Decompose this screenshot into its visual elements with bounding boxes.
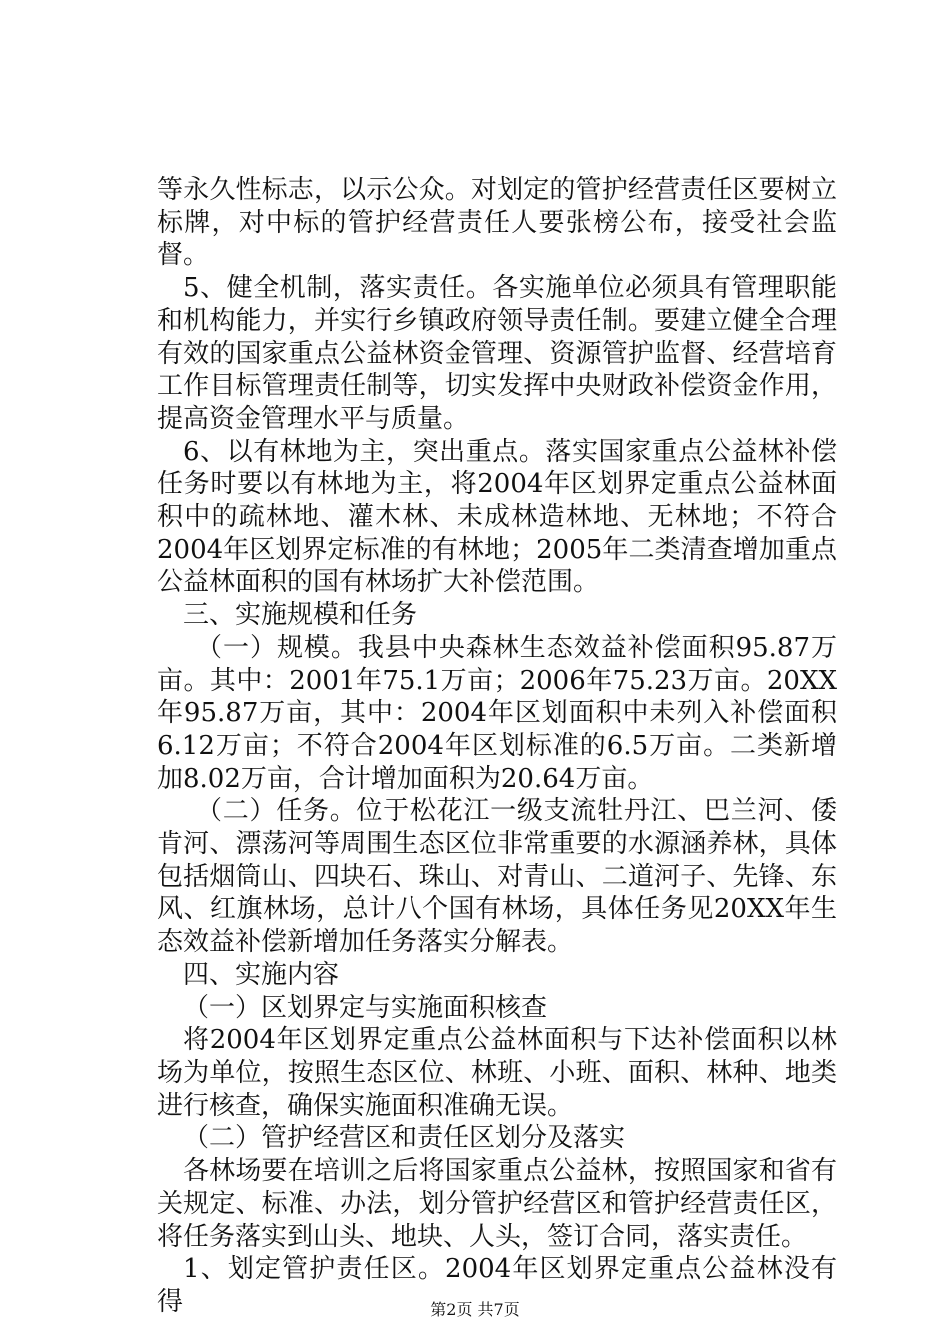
paragraph-division: 各林场要在培训之后将国家重点公益林，按照国家和省有关规定、标准、办法，划分管护经营区和管护经营责任区，将任务落实到山头、地块、人头，签订合同，落实责任。 <box>157 1156 837 1252</box>
document-body <box>157 174 837 1319</box>
paragraph-scale: （一）规模。我县中央森林生态效益补偿面积95.87万亩。其中：2001年75.1万亩；2006年75.23万亩。20XX年95.87万亩，其中：2004年区划面积中未列入补偿面积6.12万亩；不符合2004年区划标准的6.5万亩。二类新增加8.02万亩，合计增加面积为20.64万亩。 <box>157 632 837 794</box>
section-heading-3: 三、实施规模和任务 <box>183 600 418 631</box>
section-heading-4: 四、实施内容 <box>183 959 340 990</box>
paragraph-1: 等永久性标志，以示公众。对划定的管护经营责任区要树立标牌，对中标的管护经营责任人要张榜公布，接受社会监督。 <box>157 175 837 271</box>
page-number-footer: 第2页 共7页 <box>430 1300 520 1319</box>
paragraph-last: 1、划定管护责任区。2004年区划界定重点公益林没有得 <box>157 1254 837 1317</box>
subheading-2: （二）管护经营区和责任区划分及落实 <box>183 1123 626 1154</box>
paragraph-verify: 将2004年区划界定重点公益林面积与下达补偿面积以林场为单位，按照生态区位、林班、小班、面积、林种、地类进行核查，确保实施面积准确无误。 <box>157 1025 837 1121</box>
paragraph-task: （二）任务。位于松花江一级支流牡丹江、巴兰河、倭肯河、漂荡河等周围生态区位非常重要的水源涵养林，具体包括烟筒山、四块石、珠山、对青山、二道河子、先锋、东风、红旗林场，总计八个国有林场，具体任务见20XX年生态效益补偿新增加任务落实分解表。 <box>157 796 837 958</box>
subheading-1: （一）区划界定与实施面积核查 <box>183 992 548 1023</box>
paragraph-2: 5、健全机制，落实责任。各实施单位必须具有管理职能和机构能力，并实行乡镇政府领导责任制。要建立健全合理有效的国家重点公益林资金管理、资源管护监督、经营培育工作目标管理责任制等，切实发挥中央财政补偿资金作用，提高资金管理水平与质量。 <box>157 273 837 434</box>
paragraph-3: 6、以有林地为主，突出重点。落实国家重点公益林补偿任务时要以有林地为主，将2004年区划界定重点公益林面积中的疏林地、灌木林、未成林造林地、无林地；不符合2004年区划界定标准的有林地；2005年二类清查增加重点公益林面积的国有林场扩大补偿范围。 <box>157 436 837 598</box>
